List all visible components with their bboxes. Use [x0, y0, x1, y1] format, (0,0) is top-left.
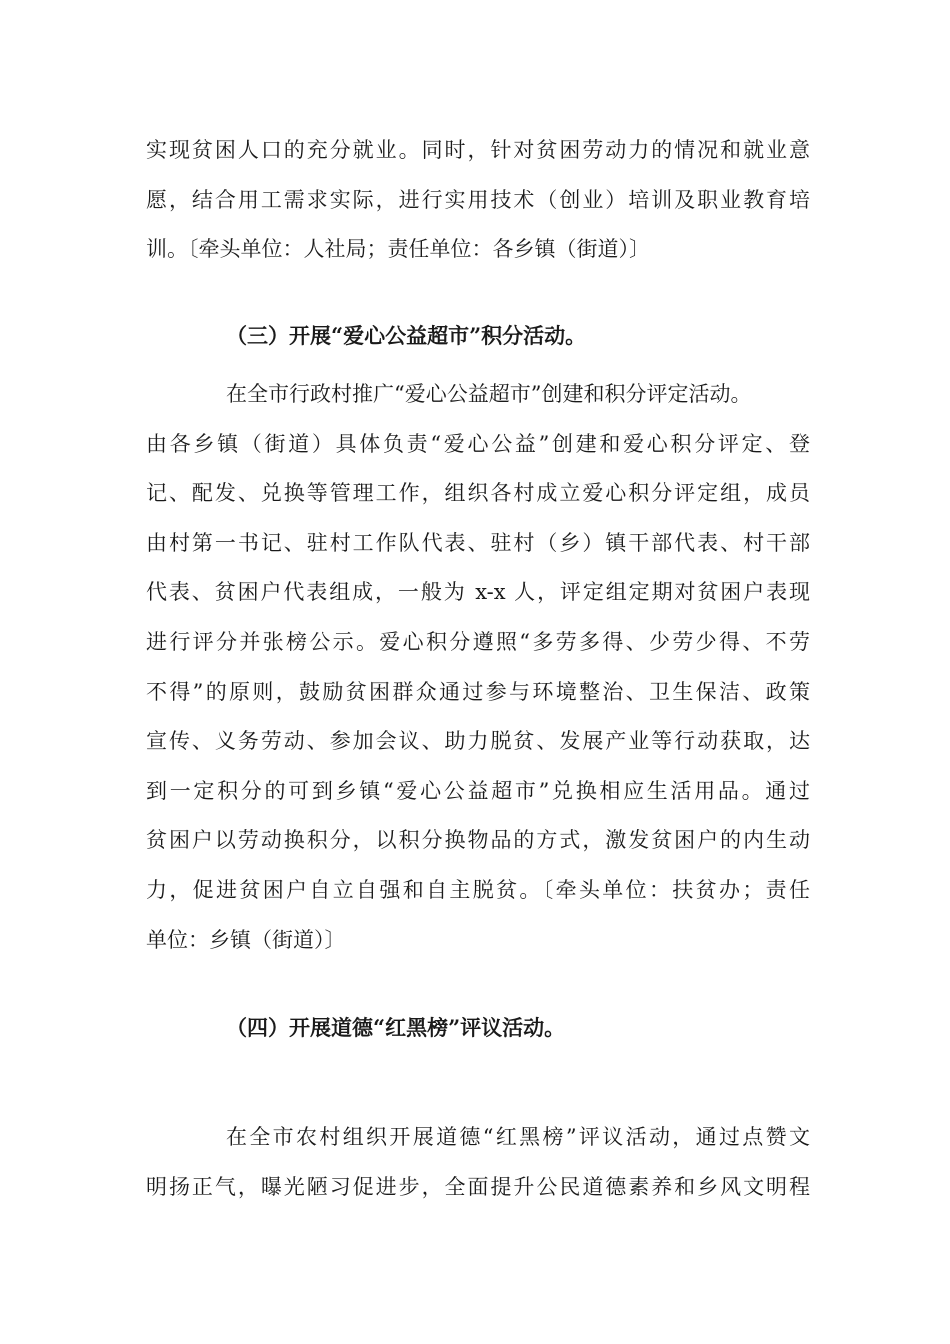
text-line: 不得”的原则，鼓励贫困群众通过参与环境整治、卫生保洁、政策 — [146, 679, 810, 704]
paragraph-charity-supermarket — [146, 370, 810, 965]
paragraph-employment-training — [146, 126, 810, 275]
text-line: 明扬正气，曝光陋习促进步，全面提升公民道德素养和乡风文明程 — [146, 1174, 810, 1199]
section-heading-4: （四）开展道德“红黑榜”评议活动。 — [226, 1015, 566, 1040]
text-line: 训。〔牵头单位：人社局；责任单位：各乡镇（街道）〕 — [146, 237, 650, 262]
text-line: 在全市行政村推广“爱心公益超市”创建和积分评定活动。 — [226, 382, 752, 406]
section-heading-3: （三）开展“爱心公益超市”积分活动。 — [226, 323, 587, 348]
text-line: 记、配发、兑换等管理工作，组织各村成立爱心积分评定组，成员 — [146, 481, 810, 506]
text-line: 单位：乡镇（街道）〕 — [146, 927, 346, 952]
text-line: 宣传、义务劳动、参加会议、助力脱贫、发展产业等行动获取，达 — [146, 729, 810, 754]
paragraph-red-black-list — [146, 1113, 810, 1212]
text-line: 由村第一书记、驻村工作队代表、驻村（乡）镇干部代表、村干部 — [146, 530, 810, 555]
text-line: 到一定积分的可到乡镇“爱心公益超市”兑换相应生活用品。通过 — [146, 778, 810, 803]
text-line: 力，促进贫困户自立自强和自主脱贫。〔牵头单位：扶贫办；责任 — [146, 877, 810, 902]
text-line: 贫困户以劳动换积分，以积分换物品的方式，激发贫困户的内生动 — [146, 828, 810, 853]
text-line: 进行评分并张榜公示。爱心积分遵照“多劳多得、少劳少得、不劳 — [146, 629, 810, 654]
text-line: 由各乡镇（街道）具体负责“爱心公益”创建和爱心积分评定、登 — [146, 431, 810, 456]
text-line: 代表、贫困户代表组成，一般为 x-x 人，评定组定期对贫困户表现 — [146, 580, 810, 605]
text-line: 在全市农村组织开展道德“红黑榜”评议活动，通过点赞文 — [226, 1125, 810, 1149]
text-line: 愿，结合用工需求实际，进行实用技术（创业）培训及职业教育培 — [146, 187, 810, 212]
text-line: 实现贫困人口的充分就业。同时，针对贫困劳动力的情况和就业意 — [146, 138, 810, 162]
